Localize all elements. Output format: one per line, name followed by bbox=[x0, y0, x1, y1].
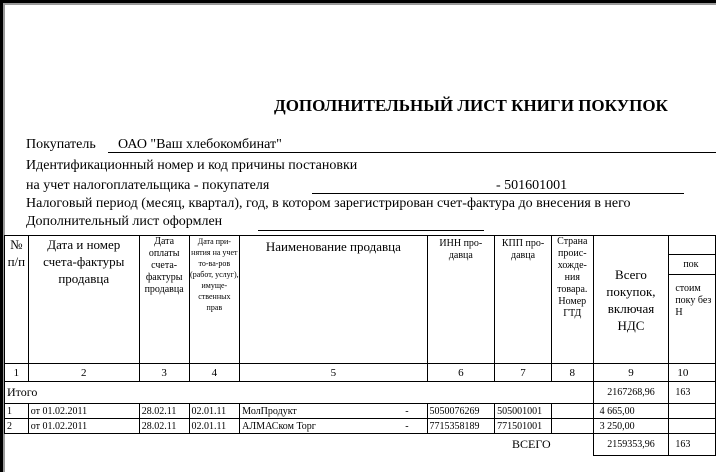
window-shadow-top bbox=[3, 3, 716, 5]
header-col10-top bbox=[669, 236, 716, 255]
sheet-underline bbox=[258, 230, 484, 231]
row-country bbox=[551, 419, 593, 434]
itogo-col10: 163 bbox=[669, 382, 716, 404]
col-number: 6 bbox=[427, 364, 495, 382]
document-title: ДОПОЛНИТЕЛЬНЫЙ ЛИСТ КНИГИ ПОКУПОК bbox=[274, 96, 668, 115]
row-col10 bbox=[669, 419, 716, 434]
row-invoice: от 01.02.2011 bbox=[28, 404, 139, 419]
row-kpp: 505001001 bbox=[495, 404, 552, 419]
header-num: № п/п bbox=[5, 236, 29, 364]
row-seller: МолПродукт bbox=[242, 405, 297, 417]
header-seller: Наименование продавца bbox=[240, 236, 427, 364]
header-invoice: Дата и номер счета-фактуры продавца bbox=[28, 236, 139, 364]
col-number: 7 bbox=[495, 364, 552, 382]
row-col10 bbox=[669, 404, 716, 419]
row-dash: - bbox=[405, 420, 409, 432]
row-kpp: 771501001 bbox=[495, 419, 552, 434]
header-kpp: КПП про-давца bbox=[495, 236, 552, 364]
col-number: 5 bbox=[240, 364, 427, 382]
column-number-row bbox=[5, 364, 716, 382]
header-col10-inner: стоим поку без Н bbox=[669, 275, 716, 364]
itogo-row bbox=[5, 382, 716, 404]
itogo-total: 2167268,96 bbox=[593, 382, 669, 404]
vsego-col10: 163 bbox=[669, 434, 716, 456]
row-seller-cell bbox=[240, 419, 427, 434]
col-number: 4 bbox=[189, 364, 240, 382]
row-invoice: от 01.02.2011 bbox=[28, 419, 139, 434]
col-number: 1 bbox=[5, 364, 29, 382]
purchase-book-table bbox=[4, 235, 716, 456]
itogo-label: Итого bbox=[5, 382, 594, 404]
row-accepted: 02.01.11 bbox=[189, 419, 240, 434]
vsego-total: 2159353,96 bbox=[593, 434, 669, 456]
header-accepted: Дата при-нятия на учет то-ва-ров (работ, услуг), имуще-ственных прав bbox=[189, 236, 240, 364]
inn-line-1: Идентификационный номер и код причины постановки bbox=[26, 158, 358, 173]
header-inn: ИНН про-давца bbox=[427, 236, 495, 364]
col-number: 2 bbox=[28, 364, 139, 382]
header-paid: Дата оплаты счета-фактуры продавца bbox=[139, 236, 189, 364]
row-country bbox=[551, 404, 593, 419]
table-row bbox=[5, 419, 716, 434]
row-total: 4 665,00 bbox=[593, 404, 669, 419]
col-number: 10 bbox=[669, 364, 716, 382]
header-col10-sub: пок bbox=[669, 255, 716, 275]
buyer-value: ОАО "Ваш хлебокомбинат" bbox=[118, 137, 282, 152]
header-total: Всего покупок, включая НДС bbox=[593, 236, 669, 364]
row-inn: 7715358189 bbox=[427, 419, 495, 434]
buyer-label: Покупатель bbox=[26, 137, 96, 152]
col-number: 8 bbox=[551, 364, 593, 382]
row-dash: - bbox=[405, 405, 409, 417]
inn-value: - 501601001 bbox=[496, 178, 568, 193]
row-seller-cell bbox=[240, 404, 427, 419]
row-inn: 5050076269 bbox=[427, 404, 495, 419]
vsego-row bbox=[5, 434, 716, 456]
header-country: Страна проис-хожде-ния товара. Номер ГТД bbox=[551, 236, 593, 364]
col-number: 9 bbox=[593, 364, 669, 382]
row-accepted: 02.01.11 bbox=[189, 404, 240, 419]
row-seller: АЛМАСком Торг bbox=[242, 420, 316, 432]
sheet-line: Дополнительный лист оформлен bbox=[26, 214, 223, 229]
row-paid: 28.02.11 bbox=[139, 404, 189, 419]
row-total: 3 250,00 bbox=[593, 419, 669, 434]
row-num: 1 bbox=[5, 404, 29, 419]
row-num: 2 bbox=[5, 419, 29, 434]
period-line: Налоговый период (месяц, квартал), год, в котором зарегистрирован счет-фактура до внесения в него bbox=[26, 196, 631, 211]
vsego-label: ВСЕГО bbox=[5, 434, 594, 456]
col-number: 3 bbox=[139, 364, 189, 382]
row-paid: 28.02.11 bbox=[139, 419, 189, 434]
table-row bbox=[5, 404, 716, 419]
inn-line-2: на учет налогоплательщика - покупателя bbox=[26, 178, 270, 193]
